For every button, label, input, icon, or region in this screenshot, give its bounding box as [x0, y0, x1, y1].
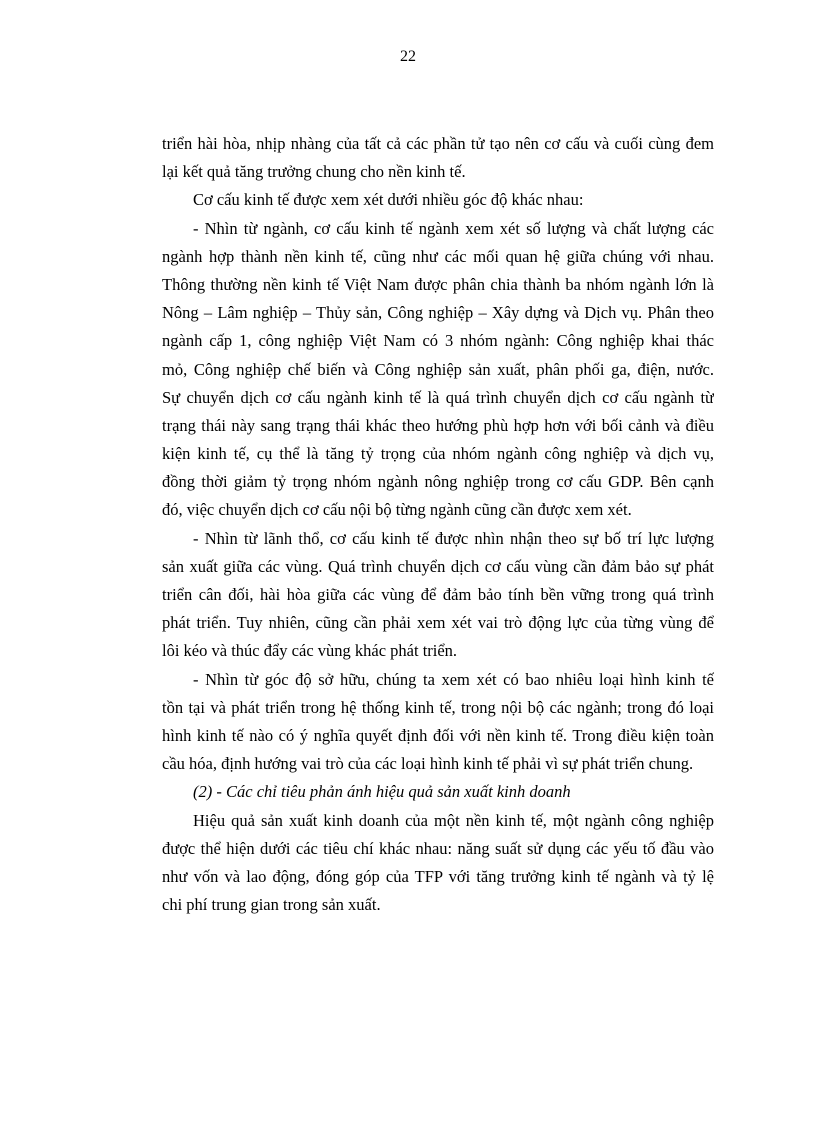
text-line: được thể hiện dưới các tiêu chí khác nhau: năng suất sử dụng các yếu tố đầu vào: [162, 838, 714, 858]
section-heading-line: (2) - Các chỉ tiêu phản ánh hiệu quả sản xuất kinh doanh: [193, 782, 571, 802]
text-line: ngành cấp 1, công nghiệp Việt Nam có 3 nhóm ngành: Công nghiệp khai thác: [162, 331, 714, 351]
text-line: Sự chuyển dịch cơ cấu ngành kinh tế là quá trình chuyển dịch cơ cấu ngành từ: [162, 387, 714, 407]
text-line: hình kinh tế nào có ý nghĩa quyết định đối với nền kinh tế. Trong điều kiện toàn: [162, 725, 714, 745]
text-line: tồn tại và phát triển trong hệ thống kinh tế, trong nội bộ các ngành; trong đó loại: [162, 697, 714, 717]
text-line: ngành hợp thành nền kinh tế, cũng như các mối quan hệ giữa chúng với nhau.: [162, 246, 714, 266]
text-line: trạng thái này sang trạng thái khác theo hướng phù hợp hơn với bối cảnh và điều: [162, 415, 714, 435]
text-line: Hiệu quả sản xuất kinh doanh của một nền kinh tế, một ngành công nghiệp: [193, 810, 714, 830]
text-line: Nông – Lâm nghiệp – Thủy sản, Công nghiệp – Xây dựng và Dịch vụ. Phân theo: [162, 303, 714, 323]
text-line: - Nhìn từ ngành, cơ cấu kinh tế ngành xem xét số lượng và chất lượng các: [193, 218, 714, 238]
text-line: như vốn và lao động, đóng góp của TFP với tăng trưởng kinh tế ngành và tỷ lệ: [162, 866, 714, 886]
text-line: triển cân đối, hài hòa giữa các vùng để đảm bảo tính bền vững trong quá trình: [162, 585, 714, 604]
text-line: phát triển. Tuy nhiên, cũng cần phải xem xét vai trò động lực của từng vùng để: [162, 613, 714, 633]
text-line: mỏ, Công nghiệp chế biến và Công nghiệp sản xuất, phân phối ga, điện, nước.: [162, 359, 714, 379]
page-number: 22: [400, 48, 416, 65]
text-line: sản xuất giữa các vùng. Quá trình chuyển dịch cơ cấu vùng cần đảm bảo sự phát: [162, 556, 714, 576]
text-line: - Nhìn từ lãnh thổ, cơ cấu kinh tế được nhìn nhận theo sự bố trí lực lượng: [193, 528, 714, 548]
text-line: đồng thời giảm tỷ trọng nhóm ngành nông nghiệp trong cơ cấu GDP. Bên cạnh: [162, 472, 714, 492]
text-line: lôi kéo và thúc đẩy các vùng khác phát triển.: [162, 641, 458, 661]
text-line: đó, việc chuyển dịch cơ cấu nội bộ từng ngành cũng cần được xem xét.: [162, 500, 632, 520]
text-line: chi phí trung gian trong sản xuất.: [162, 895, 381, 915]
text-line: triển hài hòa, nhịp nhàng của tất cả các phần tử tạo nên cơ cấu và cuối cùng đem: [162, 134, 714, 153]
text-line: Cơ cấu kinh tế được xem xét dưới nhiều góc độ khác nhau:: [193, 190, 584, 210]
text-line: kiện kinh tế, cụ thể là tăng tỷ trọng của nhóm ngành công nghiệp và dịch vụ,: [162, 444, 714, 464]
text-line: Thông thường nền kinh tế Việt Nam được phân chia thành ba nhóm ngành lớn là: [162, 274, 714, 294]
text-line: - Nhìn từ góc độ sở hữu, chúng ta xem xét có bao nhiêu loại hình kinh tế: [193, 669, 714, 689]
body-text: [162, 130, 714, 919]
text-line: lại kết quả tăng trưởng chung cho nền kinh tế.: [162, 162, 466, 182]
text-line: cầu hóa, định hướng vai trò của các loại hình kinh tế phải vì sự phát triển chung.: [162, 754, 694, 774]
